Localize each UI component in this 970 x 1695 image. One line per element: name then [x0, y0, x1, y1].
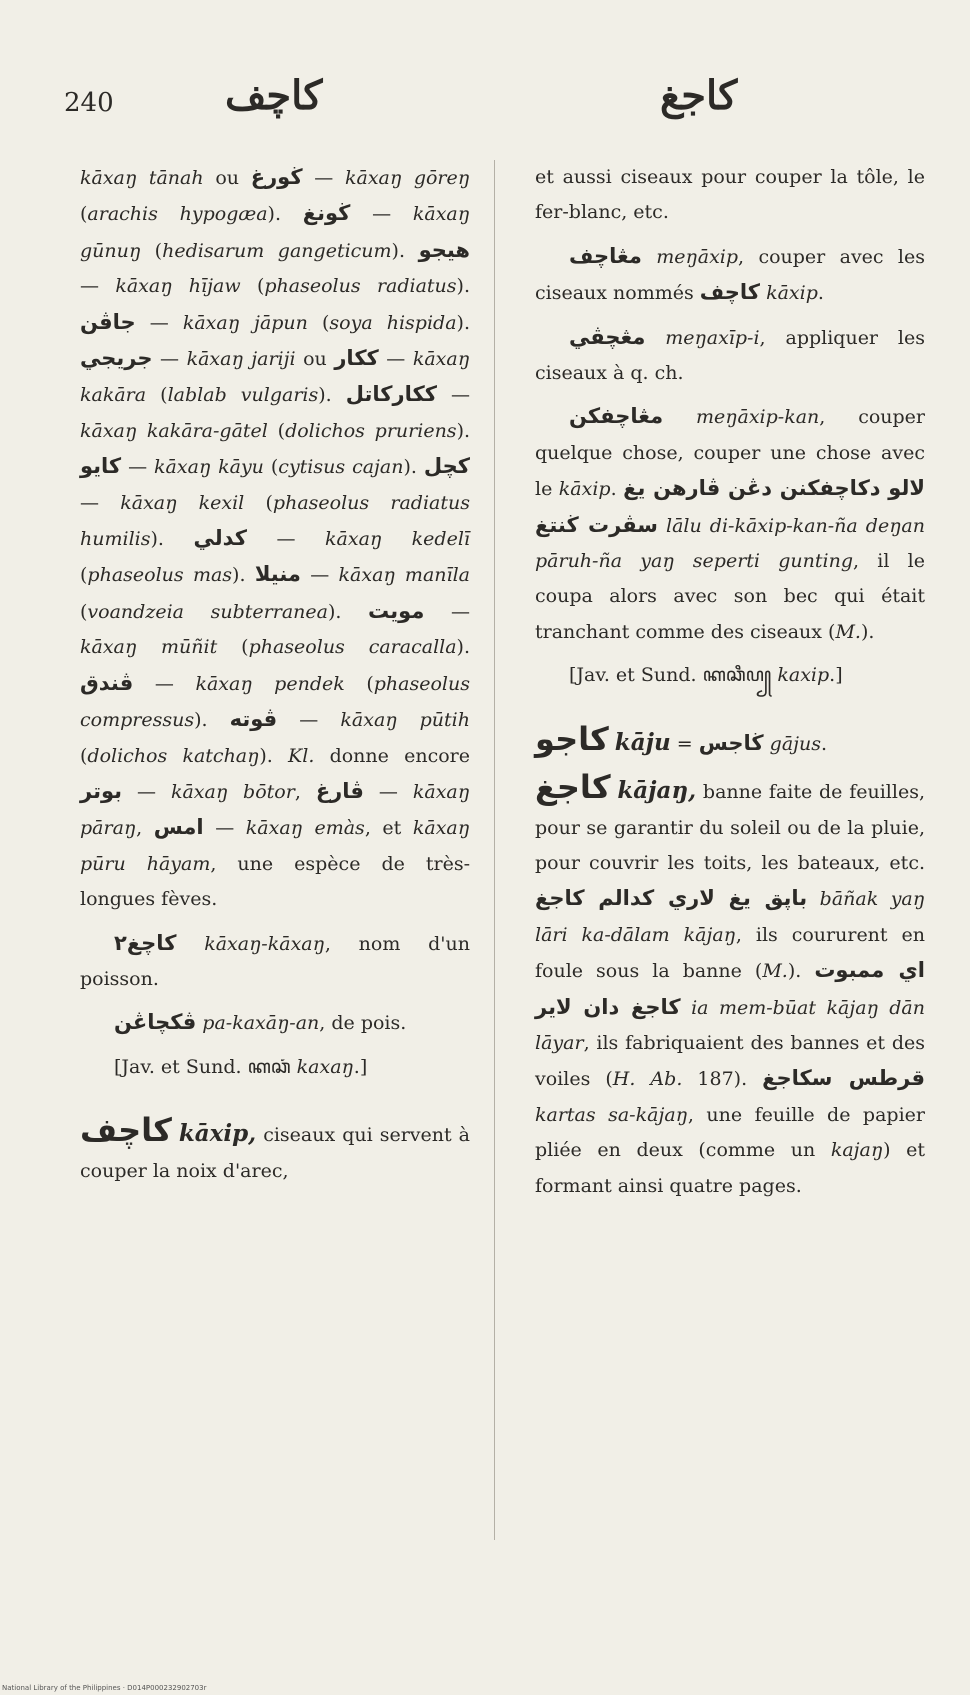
right-entry-mengaxip-kan: مڠاچفكن meŋāxip-kan, couper quelque chose, couper une chose avec le kāxip. لالو دكاچفكنن دڠن ڤارهن يغ سڤرت ڬنتغ lālu di-kāxip-kan-ña deŋan pāruh-ña yaŋ seperti gunting, il le coupa alors avec son bec qui était tranchant comme des ciseaux (M.).	[535, 404, 926, 643]
right-entry-continuation: et aussi ciseaux pour couper la tôle, le fer-blanc, etc.	[535, 166, 925, 224]
right-entry-kajang: كاجغ kājaŋ, banne faite de feuilles, pour se garantir du soleil ou de la pluie, pour couvrir les toits, les bateaux, etc. باڽق يغ لاري كدالم كاجغ bāñak yaŋ lāri ka-dālam kājaŋ, ils coururent en foule sous la banne (M.). اي ممبوت كاجغ دان لاير ia mem-būat kājaŋ dān lāyar, ils fabriquaient des bannes et des voiles (H. Ab. 187). قرطس سكاجغ kartas sa-kājaŋ, une feuille de papier pliée en deux (comme un kajaŋ) et formant ainsi quatre pages.	[535, 768, 925, 1197]
left-column	[80, 160, 470, 1197]
right-etymology-note: [Jav. et Sund. ꦏꦕꦶꦥ꧀ kaxip.]	[569, 664, 843, 687]
left-entry-kaxip: كاچف kāxip, ciseaux qui servent à couper la noix d'arec,	[80, 1111, 470, 1182]
running-head-left: كاچف	[225, 72, 323, 119]
left-entry-kaxang-varieties: kāxaŋ tānah ou ڬورغ — kāxaŋ gōreŋ (arachis hypogæa). ڬونغ — kāxaŋ gūnuŋ (hedisarum gangeticum). هيجو — kāxaŋ hījaw (phaseolus radiatus). جاڤن — kāxaŋ jāpun (soya hispida). جريجي — kāxaŋ jariji ou ككار — kāxaŋ kakāra (lablab vulgaris). ككاركاتل — kāxaŋ kakāra-gātel (dolichos pruriens). كايو — kāxaŋ kāyu (cytisus cajan). كچل — kāxaŋ kexil (phaseolus radiatus humilis). كدلي — kāxaŋ kedelī (phaseolus mas). منيلا — kāxaŋ manīla (voandzeia subterranea). مويت — kāxaŋ mūñit (phaseolus caracalla). ڤندق — kāxaŋ pendek (phaseolus compressus). ڤوته — kāxaŋ pūtih (dolichos katchaŋ). Kl. donne encore بوتر — kāxaŋ bōtor, ڤارغ — kāxaŋ pāraŋ, امس — kāxaŋ emàs, et kāxaŋ pūru hāyam, une espèce de très-longues fèves.	[80, 165, 471, 911]
column-divider	[494, 160, 495, 1540]
left-entry-pa-kaxang-an: ڤكچاڠن pa-kaxāŋ-an, de pois.	[114, 1010, 407, 1035]
running-head-right: كاجغ	[660, 72, 738, 119]
left-entry-kaxang-kaxang: كاچغ٢ kāxaŋ-kāxaŋ, nom d'un poisson.	[80, 930, 470, 990]
right-entry-mengaxip-i: مڠچڤي meŋaxīp-i, appliquer les ciseaux à q. ch.	[535, 324, 925, 385]
right-entry-kaju: كاجو kāju = ڬاجس gājus.	[535, 719, 828, 758]
scan-footer: National Library of the Philippines · D014P000232902703r	[2, 1684, 207, 1692]
right-column	[535, 160, 925, 1212]
right-entry-mengaxip: مڠاچف meŋāxip, couper avec les ciseaux nommés كاچف kāxip.	[535, 243, 926, 305]
page-number: 240	[64, 88, 114, 118]
left-etymology-note: [Jav. et Sund. ꦏꦕꦁ kaxaŋ.]	[114, 1055, 368, 1078]
